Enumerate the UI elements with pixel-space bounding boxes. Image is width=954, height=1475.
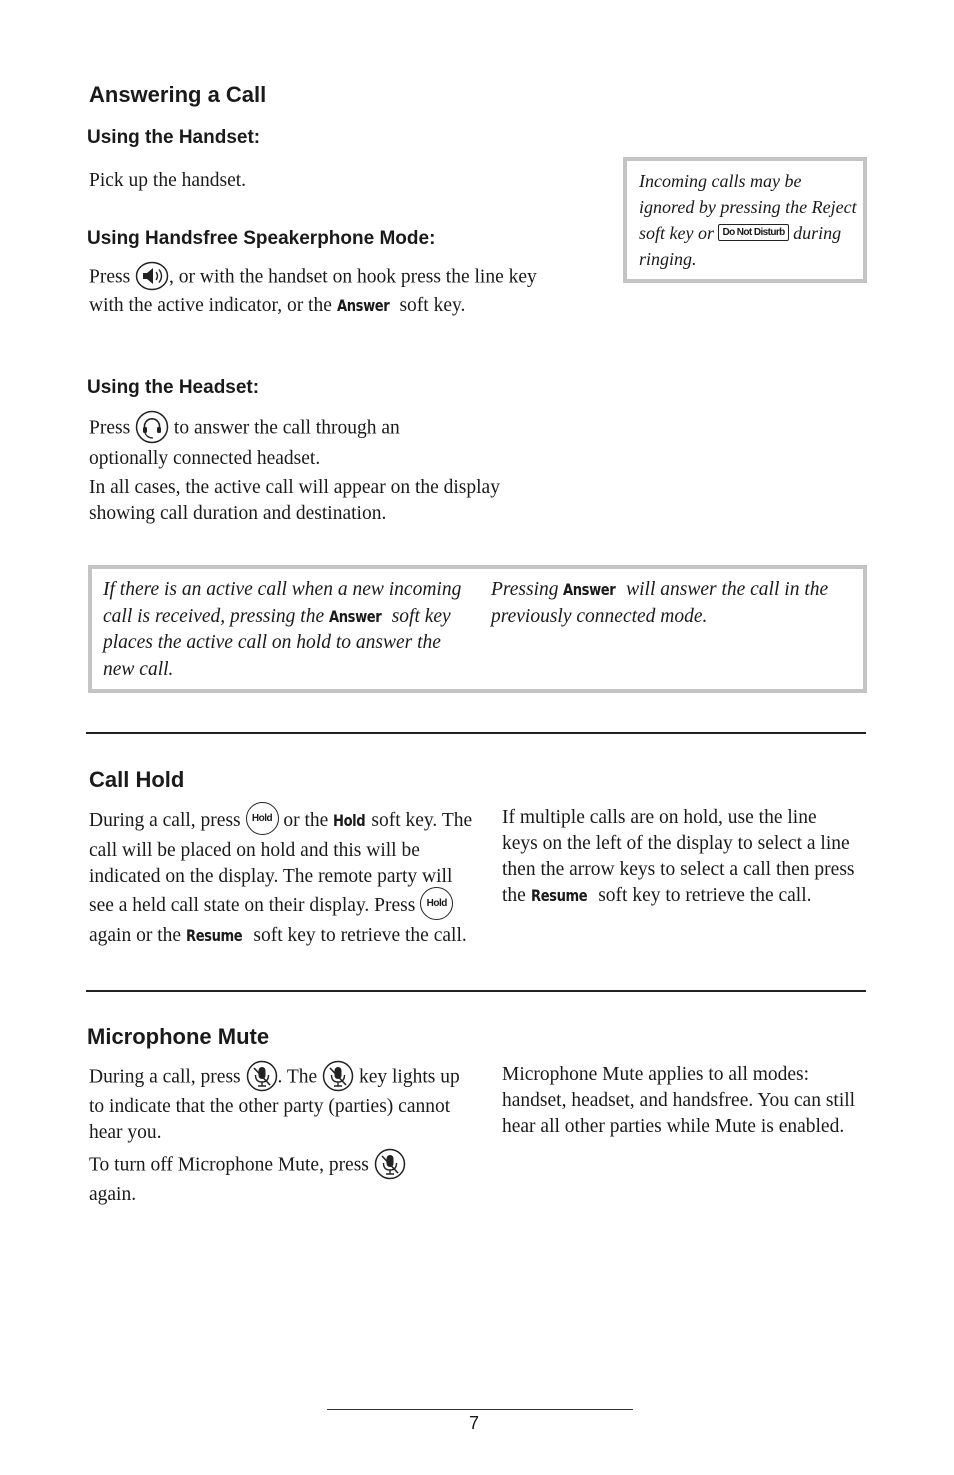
- call-hold-t2: or the: [283, 809, 329, 831]
- mute-t2: . The: [277, 1066, 318, 1088]
- mute-right: Microphone Mute applies to all modes: handset, headset, and handsfree. You can still hear all other parties while Mute is enabled.: [502, 1064, 856, 1137]
- text-headset: [89, 412, 469, 472]
- divider-2: [86, 990, 866, 992]
- heading-handset: Using the Handset:: [87, 127, 261, 148]
- softkey-hold: Hold: [333, 810, 366, 830]
- mute-icon-3: [374, 1148, 406, 1180]
- mute-off-after: again.: [89, 1184, 137, 1205]
- softkey-answer: Answer: [336, 296, 390, 315]
- mute-off-before: To turn off Microphone Mute, press: [89, 1154, 369, 1176]
- side-note-before: Incoming calls may be ignored by pressing the Reject soft key or: [639, 171, 857, 243]
- mute-t1: During a call, press: [89, 1066, 241, 1088]
- call-hold-right-t2: soft key to retrieve the call.: [598, 885, 812, 906]
- section-title-mute: Microphone Mute: [87, 1024, 270, 1049]
- text-handsfree-before: Press: [89, 266, 131, 288]
- mute-off: [89, 1150, 449, 1208]
- hold-key-icon-2: Hold: [420, 887, 453, 920]
- text-handsfree-end: soft key.: [399, 295, 466, 316]
- call-hold-left: [89, 805, 481, 949]
- tip-left: [103, 577, 468, 683]
- heading-headset: Using the Headset:: [87, 377, 260, 398]
- tip-left-after: soft key places the active call on hold to answer the new call.: [103, 605, 451, 680]
- text-headset-after: to answer the call through an optionally connected headset.: [89, 417, 400, 469]
- softkey-resume-right: Resume: [530, 886, 587, 905]
- section-title-call-hold: Call Hold: [89, 767, 185, 792]
- tip-right: [491, 577, 851, 630]
- mute-left: [89, 1062, 474, 1146]
- text-handsfree-after: , or with the handset on hook press the line key with the active indicator, or the: [89, 266, 537, 316]
- call-hold-t3: soft key. The call will be placed on hold and this will be indicated on the display. The remote party will see a held call state on their display. Press: [89, 809, 473, 916]
- side-note-after: during ringing.: [639, 223, 842, 269]
- text-all-cases: In all cases, the active call will appear on the display showing call duration and destination.: [89, 477, 500, 524]
- footer-rule: [327, 1409, 633, 1410]
- mute-t3: key lights up to indicate that the other party (parties) cannot hear you.: [89, 1066, 460, 1143]
- hold-key-icon: Hold: [246, 802, 279, 835]
- softkey-resume: Resume: [185, 926, 243, 945]
- call-hold-right: [502, 805, 857, 909]
- mute-icon-2: [322, 1060, 354, 1092]
- text-handset: Pick up the handset.: [89, 170, 247, 191]
- call-hold-t1: During a call, press: [89, 809, 241, 831]
- text-headset-before: Press: [89, 417, 131, 439]
- speakerphone-icon: [135, 261, 169, 291]
- call-hold-t4: again or the: [89, 925, 182, 946]
- softkey-answer-tip-right: Answer: [563, 580, 616, 599]
- call-hold-right-t1: If multiple calls are on hold, use the line keys on the left of the display to select a line then the arrow keys to select a call then press the: [502, 807, 855, 906]
- headset-icon: [135, 410, 169, 444]
- tip-left-before: If there is an active call when a new incoming call is received, pressing the: [103, 579, 462, 627]
- side-note-text: [639, 168, 859, 272]
- mute-icon: [246, 1060, 278, 1092]
- softkey-answer-tip-left: Answer: [329, 606, 382, 626]
- section-title-answering: Answering a Call: [89, 82, 267, 107]
- heading-handsfree: Using Handsfree Speakerphone Mode:: [87, 228, 436, 249]
- call-hold-t5: soft key to retrieve the call.: [253, 925, 467, 946]
- page-number: 7: [469, 1413, 480, 1433]
- tip-right-before: Pressing: [491, 579, 559, 600]
- tip-right-after: will answer the call in the previously connected mode.: [491, 579, 829, 627]
- text-handsfree: [89, 263, 555, 319]
- do-not-disturb-key: Do Not Disturb: [718, 224, 788, 241]
- divider-1: [86, 732, 866, 734]
